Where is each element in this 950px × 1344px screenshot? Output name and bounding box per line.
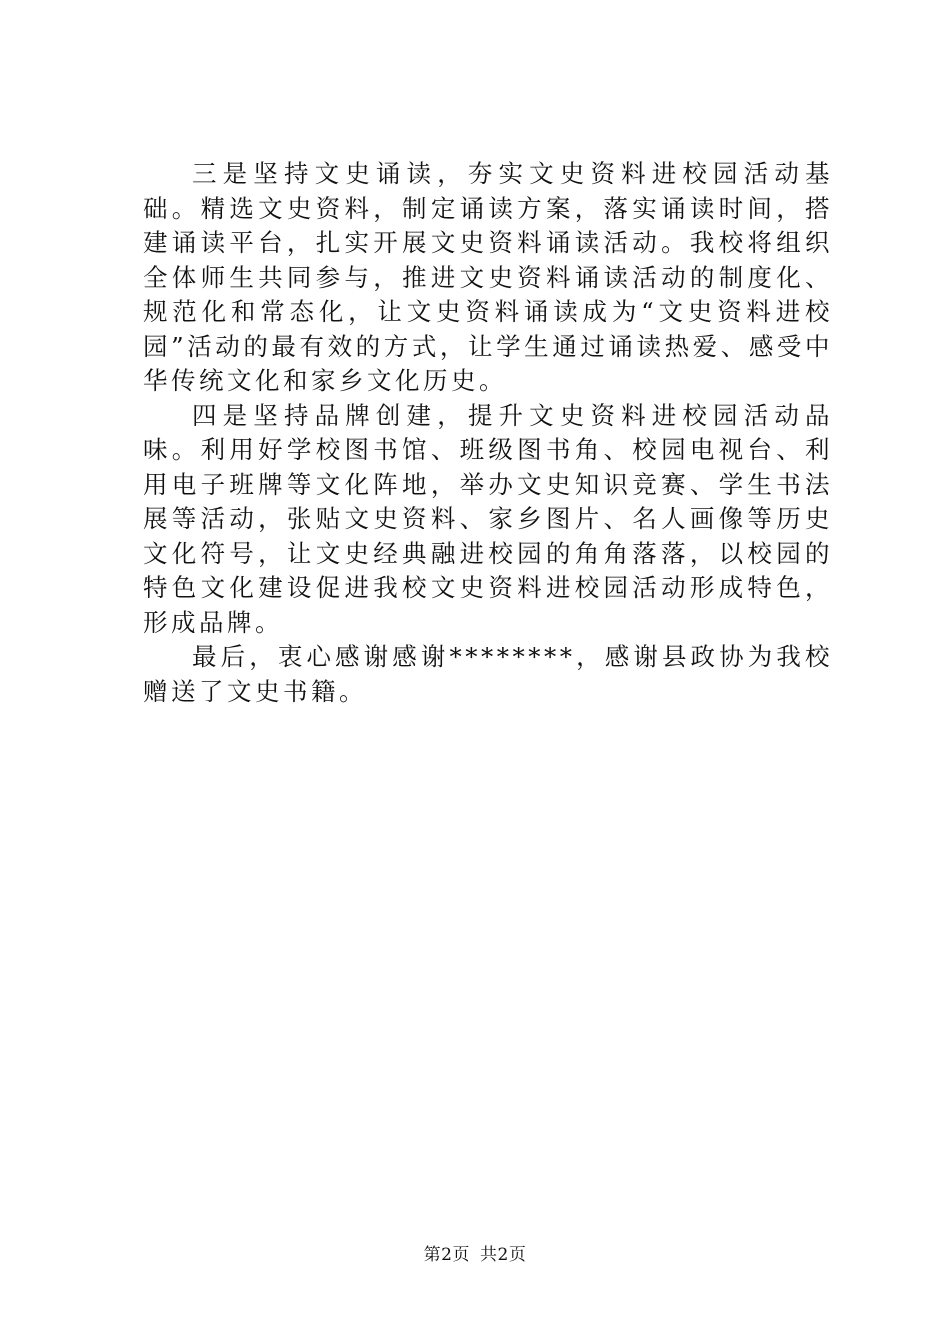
paragraph-brand: 四是坚持品牌创建，提升文史资料进校园活动品味。利用好学校图书馆、班级图书角、校园电视台、利用电子班牌等文化阵地，举办文史知识竞赛、学生书法展等活动，张贴文史资料、家乡图片、名人画像等历史文化符号，让文史经典融进校园的角角落落，以校园的特色文化建设促进我校文史资料进校园活动形成特色，形成品牌。 (143, 400, 833, 637)
paragraph-reading: 三是坚持文史诵读，夯实文史资料进校园活动基础。精选文史资料，制定诵读方案，落实诵读时间，搭建诵读平台，扎实开展文史资料诵读活动。我校将组织全体师生共同参与，推进文史资料诵读活动的制度化、规范化和常态化，让文史资料诵读成为“文史资料进校园”活动的最有效的方式，让学生通过诵读热爱、感受中华传统文化和家乡文化历史。 (143, 159, 833, 395)
document-body (143, 157, 833, 709)
page-total: 共2页 (480, 1245, 527, 1265)
page-number: 第2页 (423, 1245, 470, 1265)
paragraph-thanks: 最后，衷心感谢感谢********，感谢县政协为我校赠送了文史书籍。 (143, 642, 833, 706)
page-footer (0, 1244, 950, 1266)
